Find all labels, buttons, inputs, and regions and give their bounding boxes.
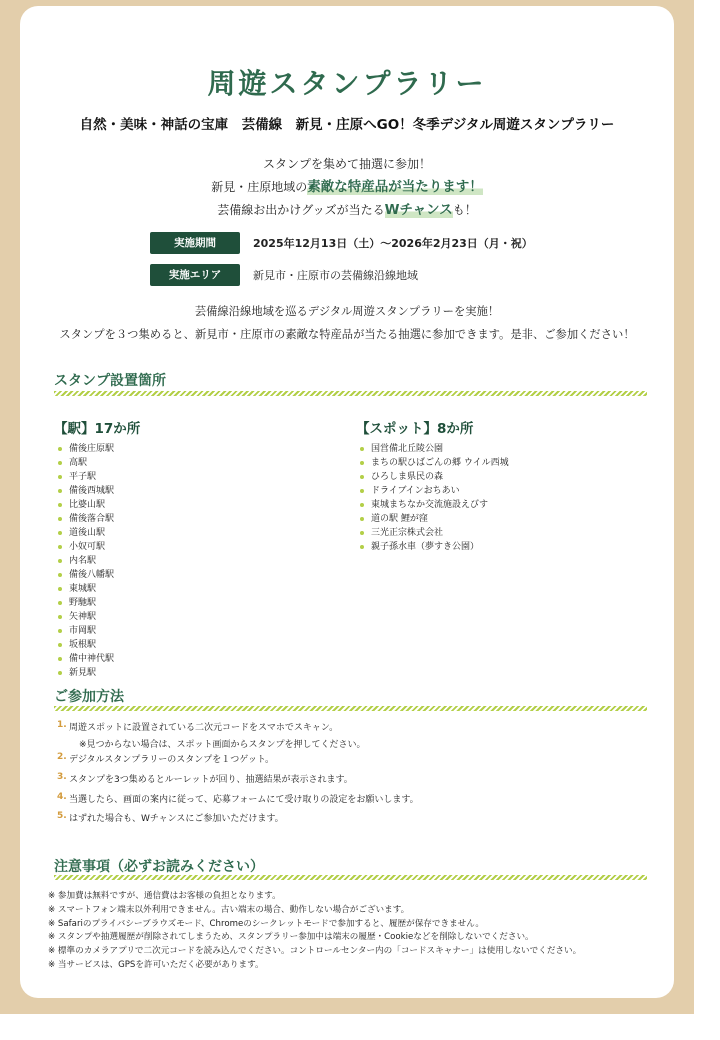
station-item: 坂根駅 [56,638,114,652]
step-number: 4. [57,792,67,802]
spot-item: 三光正宗株式会社 [358,526,509,540]
step-note: ※見つからない場合は、スポット画面からスタンプを押してください。 [79,740,366,750]
station-item: 備後庄原駅 [56,442,114,456]
spot-item: ひろしま県民の森 [358,470,509,484]
intro-line-2 [20,175,674,195]
info-row-area [150,264,418,286]
page-subtitle: 自然・美味・神話の宝庫 芸備線 新見・庄原へGO！冬季デジタル周遊スタンプラリー [79,117,615,133]
intro-line-2-prefix: 新見・庄原地域の [211,180,308,194]
station-item: 新見駅 [56,666,114,680]
station-item: 備後落合駅 [56,512,114,526]
section-divider [54,391,647,396]
station-item: 比婆山駅 [56,498,114,512]
note-item: ※ Safariのプライバシーブラウズモード、Chromeのシークレットモードで参加すると、履歴が保存できません。 [48,918,484,929]
notes-section-title: 注意事項（必ずお読みください） [54,859,264,875]
station-item: 矢神駅 [56,610,114,624]
step-text: デジタルスタンプラリーのスタンプを１つゲット。 [69,755,275,765]
station-item: 道後山駅 [56,526,114,540]
content-card [20,6,674,998]
station-item: 平子駅 [56,470,114,484]
stamp-section-title: スタンプ設置箇所 [54,373,166,389]
station-item: 備後八幡駅 [56,568,114,582]
stations-heading: 【駅】17か所 [54,421,141,437]
station-item: 野馳駅 [56,596,114,610]
spot-item: まちの駅ひばごんの郷 ウイル西城 [358,456,509,470]
section-divider [54,875,647,880]
period-value: 2025年12月13日（土）～2026年2月23日（月・祝） [253,237,533,250]
note-item: ※ スマートフォン端末以外利用できません。古い端末の場合、動作しない場合がございます。 [48,904,410,915]
area-value: 新見市・庄原市の芸備線沿線地域 [253,269,418,282]
area-label: 実施エリア [150,264,240,286]
intro-line-3-prefix: 芸備線お出かけグッズが当たる [217,203,385,217]
intro-line-1: スタンプを集めて抽選に参加！ [262,157,431,171]
intro-highlight-wchance: Wチャンス [384,202,453,218]
howto-step [57,811,284,824]
station-item: 高駅 [56,456,114,470]
spots-list [358,442,509,554]
station-item: 内名駅 [56,554,114,568]
intro-line-3-suffix: も！ [452,203,477,217]
intro-highlight-prize: 素敵な特産品が当たります！ [307,179,483,195]
station-item: 備中神代駅 [56,652,114,666]
howto-section-title: ご参加方法 [54,689,124,705]
spot-item: 東城まちなか交流施設えびす [358,498,509,512]
step-text: スタンプを3つ集めるとルーレットが回り、抽選結果が表示されます。 [69,775,353,785]
section-divider [54,706,647,711]
howto-step [57,720,366,750]
spots-heading: 【スポット】8か所 [356,421,474,437]
note-item: ※ スタンプや抽選履歴が削除されてしまうため、スタンプラリー参加中は端末の履歴・Cookieなどを削除しないでください。 [48,932,534,943]
howto-step [57,792,419,805]
step-number: 3. [57,772,67,782]
station-item: 備後西城駅 [56,484,114,498]
step-number: 5. [57,811,67,821]
intro-line-3 [20,198,674,218]
note-item: ※ 当サービスは、GPSを許可いただく必要があります。 [48,959,264,970]
spot-item: 道の駅 鯉が窪 [358,512,509,526]
step-text: 周遊スポットに設置されている二次元コードをスマホでスキャン。 [69,723,339,733]
spot-item: 親子孫水車（夢すき公園） [358,540,509,554]
description-line-2: スタンプを３つ集めると、新見市・庄原市の素敵な特産品が当たる抽選に参加できます。是非、ご参加ください！ [59,328,635,341]
step-text: 当選したら、画面の案内に従って、応募フォームにて受け取りの設定をお願いします。 [69,795,419,805]
station-item: 東城駅 [56,582,114,596]
spot-item: 国営備北丘陵公園 [358,442,509,456]
spot-item: ドライブインおちあい [358,484,509,498]
page-title: 周遊スタンプラリー [207,67,487,100]
period-label: 実施期間 [150,232,240,254]
note-item: ※ 参加費は無料ですが、通信費はお客様の負担となります。 [48,891,281,901]
note-item: ※ 標準のカメラアプリで二次元コードを読み込んでください。コントロールセンター内の「コードスキャナー」は使用しないでください。 [48,946,582,957]
station-item: 市岡駅 [56,624,114,638]
howto-step [57,752,274,765]
step-number: 1. [57,720,67,730]
info-row-period [150,232,533,254]
step-number: 2. [57,752,67,762]
notes-list [48,890,581,973]
description-line-1: 芸備線沿線地域を巡るデジタル周遊スタンプラリーを実施！ [194,305,500,318]
stations-list [56,442,114,680]
howto-step [57,772,353,785]
station-item: 小奴可駅 [56,540,114,554]
step-text: はずれた場合も、Wチャンスにご参加いただけます。 [69,814,284,824]
